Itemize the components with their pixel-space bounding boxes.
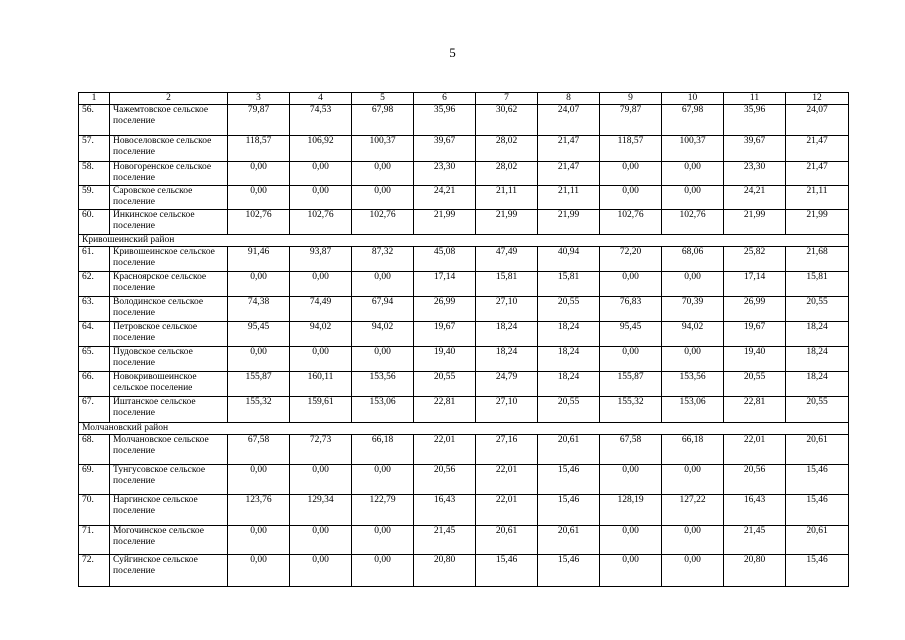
value-cell: 23,30 xyxy=(414,162,476,186)
settlement-name: Чажемтовское сельское поселение xyxy=(110,105,228,136)
value-cell: 27,10 xyxy=(476,297,538,322)
value-cell: 15,81 xyxy=(786,272,849,297)
value-cell: 21,47 xyxy=(538,162,600,186)
value-cell: 160,11 xyxy=(290,372,352,397)
value-cell: 23,30 xyxy=(724,162,786,186)
value-cell: 21,68 xyxy=(786,247,849,272)
column-header: 2 xyxy=(110,93,228,105)
row-number: 60. xyxy=(79,210,110,235)
value-cell: 155,87 xyxy=(600,372,662,397)
table-row xyxy=(79,105,849,136)
value-cell: 28,02 xyxy=(476,162,538,186)
value-cell: 20,55 xyxy=(786,297,849,322)
value-cell: 20,56 xyxy=(724,465,786,495)
value-cell: 15,46 xyxy=(786,465,849,495)
value-cell: 19,40 xyxy=(414,347,476,372)
value-cell: 0,00 xyxy=(290,186,352,210)
value-cell: 15,46 xyxy=(476,555,538,587)
value-cell: 20,55 xyxy=(786,397,849,423)
value-cell: 72,73 xyxy=(290,435,352,465)
value-cell: 0,00 xyxy=(600,526,662,555)
value-cell: 24,07 xyxy=(538,105,600,136)
value-cell: 20,55 xyxy=(414,372,476,397)
value-cell: 0,00 xyxy=(600,555,662,587)
data-table xyxy=(78,92,849,587)
value-cell: 22,01 xyxy=(476,465,538,495)
row-number: 70. xyxy=(79,495,110,526)
value-cell: 100,37 xyxy=(662,136,724,162)
table-row xyxy=(79,555,849,587)
value-cell: 0,00 xyxy=(600,186,662,210)
value-cell: 15,81 xyxy=(538,272,600,297)
column-header: 12 xyxy=(786,93,849,105)
value-cell: 17,14 xyxy=(724,272,786,297)
row-number: 63. xyxy=(79,297,110,322)
value-cell: 26,99 xyxy=(724,297,786,322)
value-cell: 155,32 xyxy=(228,397,290,423)
value-cell: 102,76 xyxy=(228,210,290,235)
value-cell: 102,76 xyxy=(662,210,724,235)
value-cell: 17,14 xyxy=(414,272,476,297)
value-cell: 76,83 xyxy=(600,297,662,322)
value-cell: 22,01 xyxy=(414,435,476,465)
value-cell: 15,46 xyxy=(538,465,600,495)
column-header: 8 xyxy=(538,93,600,105)
value-cell: 21,47 xyxy=(538,136,600,162)
value-cell: 21,99 xyxy=(476,210,538,235)
value-cell: 18,24 xyxy=(538,372,600,397)
value-cell: 39,67 xyxy=(724,136,786,162)
column-header: 1 xyxy=(79,93,110,105)
value-cell: 79,87 xyxy=(228,105,290,136)
value-cell: 129,34 xyxy=(290,495,352,526)
row-number: 66. xyxy=(79,372,110,397)
value-cell: 95,45 xyxy=(600,322,662,347)
value-cell: 0,00 xyxy=(662,347,724,372)
row-number: 67. xyxy=(79,397,110,423)
value-cell: 21,99 xyxy=(538,210,600,235)
settlement-name: Красноярское сельское поселение xyxy=(110,272,228,297)
value-cell: 28,02 xyxy=(476,136,538,162)
settlement-name: Новоселовское сельское поселение xyxy=(110,136,228,162)
column-header: 6 xyxy=(414,93,476,105)
value-cell: 153,06 xyxy=(352,397,414,423)
value-cell: 0,00 xyxy=(228,347,290,372)
column-header: 5 xyxy=(352,93,414,105)
settlement-name: Суйгинское сельское поселение xyxy=(110,555,228,587)
value-cell: 25,82 xyxy=(724,247,786,272)
row-number: 71. xyxy=(79,526,110,555)
value-cell: 0,00 xyxy=(290,465,352,495)
value-cell: 127,22 xyxy=(662,495,724,526)
table-row xyxy=(79,136,849,162)
value-cell: 35,96 xyxy=(414,105,476,136)
value-cell: 20,80 xyxy=(414,555,476,587)
value-cell: 0,00 xyxy=(228,162,290,186)
value-cell: 93,87 xyxy=(290,247,352,272)
table-row xyxy=(79,372,849,397)
value-cell: 153,56 xyxy=(352,372,414,397)
value-cell: 22,01 xyxy=(476,495,538,526)
value-cell: 0,00 xyxy=(352,526,414,555)
value-cell: 0,00 xyxy=(600,162,662,186)
row-number: 61. xyxy=(79,247,110,272)
value-cell: 94,02 xyxy=(352,322,414,347)
value-cell: 21,11 xyxy=(786,186,849,210)
settlement-name: Петровское сельское поселение xyxy=(110,322,228,347)
value-cell: 18,24 xyxy=(538,322,600,347)
value-cell: 87,32 xyxy=(352,247,414,272)
value-cell: 21,47 xyxy=(786,162,849,186)
column-header: 10 xyxy=(662,93,724,105)
value-cell: 15,46 xyxy=(538,495,600,526)
table-row xyxy=(79,297,849,322)
value-cell: 21,99 xyxy=(786,210,849,235)
value-cell: 19,67 xyxy=(414,322,476,347)
table-row xyxy=(79,435,849,465)
column-header: 3 xyxy=(228,93,290,105)
value-cell: 79,87 xyxy=(600,105,662,136)
value-cell: 159,61 xyxy=(290,397,352,423)
value-cell: 0,00 xyxy=(228,465,290,495)
value-cell: 0,00 xyxy=(600,465,662,495)
table-row xyxy=(79,526,849,555)
value-cell: 0,00 xyxy=(290,555,352,587)
value-cell: 0,00 xyxy=(290,272,352,297)
value-cell: 74,49 xyxy=(290,297,352,322)
value-cell: 155,87 xyxy=(228,372,290,397)
value-cell: 74,38 xyxy=(228,297,290,322)
district-row xyxy=(79,423,849,435)
value-cell: 0,00 xyxy=(352,186,414,210)
value-cell: 0,00 xyxy=(290,347,352,372)
value-cell: 24,79 xyxy=(476,372,538,397)
row-number: 59. xyxy=(79,186,110,210)
value-cell: 0,00 xyxy=(352,162,414,186)
district-row xyxy=(79,235,849,247)
page-number: 5 xyxy=(449,45,456,60)
value-cell: 67,98 xyxy=(352,105,414,136)
value-cell: 0,00 xyxy=(228,555,290,587)
settlement-name: Саровское сельское поселение xyxy=(110,186,228,210)
settlement-name: Могочинское сельское поселение xyxy=(110,526,228,555)
value-cell: 0,00 xyxy=(662,526,724,555)
value-cell: 100,37 xyxy=(352,136,414,162)
value-cell: 21,11 xyxy=(538,186,600,210)
value-cell: 24,21 xyxy=(724,186,786,210)
value-cell: 26,99 xyxy=(414,297,476,322)
table-row xyxy=(79,465,849,495)
value-cell: 0,00 xyxy=(228,272,290,297)
value-cell: 18,24 xyxy=(786,347,849,372)
row-number: 65. xyxy=(79,347,110,372)
value-cell: 0,00 xyxy=(290,162,352,186)
district-name: Молчановский район xyxy=(79,423,849,435)
value-cell: 19,67 xyxy=(724,322,786,347)
value-cell: 67,98 xyxy=(662,105,724,136)
value-cell: 21,11 xyxy=(476,186,538,210)
value-cell: 0,00 xyxy=(352,465,414,495)
value-cell: 72,20 xyxy=(600,247,662,272)
value-cell: 0,00 xyxy=(228,526,290,555)
settlement-name: Пудовское сельское поселение xyxy=(110,347,228,372)
value-cell: 102,76 xyxy=(352,210,414,235)
value-cell: 24,07 xyxy=(786,105,849,136)
value-cell: 15,46 xyxy=(538,555,600,587)
settlement-name: Новогоренское сельское поселение xyxy=(110,162,228,186)
value-cell: 94,02 xyxy=(290,322,352,347)
settlement-name: Молчановское сельское поселение xyxy=(110,435,228,465)
value-cell: 18,24 xyxy=(786,372,849,397)
settlement-name: Наргинское сельское поселение xyxy=(110,495,228,526)
value-cell: 67,58 xyxy=(600,435,662,465)
value-cell: 21,47 xyxy=(786,136,849,162)
value-cell: 91,46 xyxy=(228,247,290,272)
value-cell: 0,00 xyxy=(662,272,724,297)
value-cell: 15,46 xyxy=(786,555,849,587)
settlement-name: Инкинское сельское поселение xyxy=(110,210,228,235)
value-cell: 95,45 xyxy=(228,322,290,347)
value-cell: 123,76 xyxy=(228,495,290,526)
row-number: 72. xyxy=(79,555,110,587)
value-cell: 0,00 xyxy=(662,555,724,587)
value-cell: 20,61 xyxy=(786,435,849,465)
value-cell: 70,39 xyxy=(662,297,724,322)
value-cell: 21,45 xyxy=(414,526,476,555)
value-cell: 0,00 xyxy=(662,465,724,495)
value-cell: 0,00 xyxy=(352,347,414,372)
settlement-name: Новокривошеинское сельское поселение xyxy=(110,372,228,397)
value-cell: 102,76 xyxy=(600,210,662,235)
row-number: 62. xyxy=(79,272,110,297)
value-cell: 20,56 xyxy=(414,465,476,495)
settlement-name: Кривошеинское сельское поселение xyxy=(110,247,228,272)
row-number: 57. xyxy=(79,136,110,162)
value-cell: 27,10 xyxy=(476,397,538,423)
row-number: 64. xyxy=(79,322,110,347)
value-cell: 20,61 xyxy=(538,526,600,555)
value-cell: 74,53 xyxy=(290,105,352,136)
value-cell: 118,57 xyxy=(228,136,290,162)
value-cell: 0,00 xyxy=(662,162,724,186)
column-header: 9 xyxy=(600,93,662,105)
table-row xyxy=(79,247,849,272)
value-cell: 21,99 xyxy=(414,210,476,235)
value-cell: 18,24 xyxy=(786,322,849,347)
value-cell: 68,06 xyxy=(662,247,724,272)
value-cell: 122,79 xyxy=(352,495,414,526)
row-number: 68. xyxy=(79,435,110,465)
value-cell: 20,55 xyxy=(538,397,600,423)
value-cell: 0,00 xyxy=(600,272,662,297)
value-cell: 47,49 xyxy=(476,247,538,272)
table-row xyxy=(79,495,849,526)
value-cell: 20,61 xyxy=(538,435,600,465)
value-cell: 20,61 xyxy=(786,526,849,555)
value-cell: 0,00 xyxy=(352,555,414,587)
value-cell: 19,40 xyxy=(724,347,786,372)
value-cell: 0,00 xyxy=(662,186,724,210)
value-cell: 20,55 xyxy=(538,297,600,322)
district-name: Кривошеинский район xyxy=(79,235,849,247)
value-cell: 66,18 xyxy=(662,435,724,465)
value-cell: 0,00 xyxy=(600,347,662,372)
value-cell: 118,57 xyxy=(600,136,662,162)
column-header: 11 xyxy=(724,93,786,105)
row-number: 58. xyxy=(79,162,110,186)
value-cell: 153,56 xyxy=(662,372,724,397)
table-row xyxy=(79,162,849,186)
value-cell: 35,96 xyxy=(724,105,786,136)
row-number: 56. xyxy=(79,105,110,136)
column-header: 7 xyxy=(476,93,538,105)
value-cell: 16,43 xyxy=(724,495,786,526)
value-cell: 21,99 xyxy=(724,210,786,235)
value-cell: 94,02 xyxy=(662,322,724,347)
value-cell: 128,19 xyxy=(600,495,662,526)
value-cell: 40,94 xyxy=(538,247,600,272)
value-cell: 22,81 xyxy=(724,397,786,423)
value-cell: 20,80 xyxy=(724,555,786,587)
value-cell: 0,00 xyxy=(352,272,414,297)
value-cell: 0,00 xyxy=(228,186,290,210)
value-cell: 102,76 xyxy=(290,210,352,235)
value-cell: 20,61 xyxy=(476,526,538,555)
value-cell: 30,62 xyxy=(476,105,538,136)
value-cell: 20,55 xyxy=(724,372,786,397)
value-cell: 153,06 xyxy=(662,397,724,423)
value-cell: 155,32 xyxy=(600,397,662,423)
settlement-name: Тунгусовское сельское поселение xyxy=(110,465,228,495)
table-row xyxy=(79,322,849,347)
value-cell: 39,67 xyxy=(414,136,476,162)
value-cell: 67,58 xyxy=(228,435,290,465)
value-cell: 16,43 xyxy=(414,495,476,526)
value-cell: 22,01 xyxy=(724,435,786,465)
value-cell: 0,00 xyxy=(290,526,352,555)
value-cell: 22,81 xyxy=(414,397,476,423)
value-cell: 66,18 xyxy=(352,435,414,465)
value-cell: 15,46 xyxy=(786,495,849,526)
value-cell: 18,24 xyxy=(476,322,538,347)
value-cell: 21,45 xyxy=(724,526,786,555)
value-cell: 106,92 xyxy=(290,136,352,162)
value-cell: 67,94 xyxy=(352,297,414,322)
value-cell: 45,08 xyxy=(414,247,476,272)
column-header: 4 xyxy=(290,93,352,105)
value-cell: 15,81 xyxy=(476,272,538,297)
value-cell: 27,16 xyxy=(476,435,538,465)
table-row xyxy=(79,397,849,423)
value-cell: 24,21 xyxy=(414,186,476,210)
settlement-name: Володинское сельское поселение xyxy=(110,297,228,322)
table-row xyxy=(79,272,849,297)
table-row xyxy=(79,186,849,210)
value-cell: 18,24 xyxy=(476,347,538,372)
value-cell: 18,24 xyxy=(538,347,600,372)
row-number: 69. xyxy=(79,465,110,495)
settlement-name: Иштанское сельское поселение xyxy=(110,397,228,423)
table-row xyxy=(79,210,849,235)
table-header-row xyxy=(79,93,849,105)
table-row xyxy=(79,347,849,372)
